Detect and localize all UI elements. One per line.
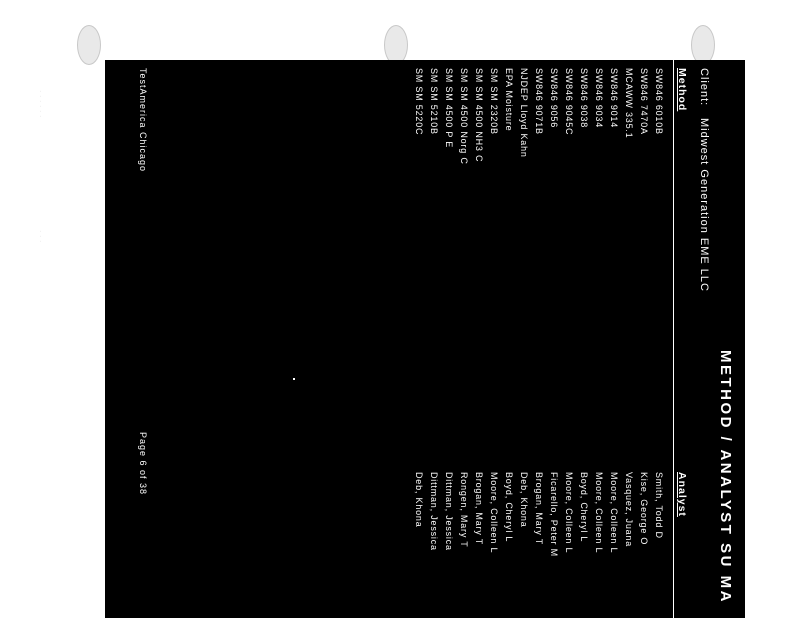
- analyst-header: Analyst: [676, 472, 688, 517]
- table-row-method: SW846 7470A: [639, 68, 649, 135]
- footer-page-number: Page 6 of 38: [138, 432, 148, 496]
- bleed-through-mark: . . .: [38, 230, 48, 243]
- document-title: METHOD / ANALYST SU MA: [717, 350, 734, 604]
- table-row-analyst: Deb, Khona: [414, 472, 424, 528]
- table-row-method: SM SM 4500 NH3 C: [474, 68, 484, 163]
- table-row-analyst: Ficarello, Peter M: [549, 472, 559, 557]
- table-row-method: SW846 9071B: [534, 68, 544, 135]
- client-label: Client:: [698, 68, 710, 107]
- table-row-method: SM SM 5220C: [414, 68, 424, 136]
- table-row-analyst: Brogan, Mary T: [474, 472, 484, 546]
- table-row-analyst: Boyd, Cheryl L: [579, 472, 589, 543]
- table-row-method: SW846 9045C: [564, 68, 574, 136]
- table-row-method: SW846 9056: [549, 68, 559, 129]
- table-row-analyst: Moore, Colleen L: [489, 472, 499, 554]
- punch-hole-right: [691, 25, 715, 65]
- table-row-analyst: Vasquez, Juana: [624, 472, 634, 548]
- table-row-analyst: Smith, Todd D: [654, 472, 664, 539]
- method-header: Method: [676, 68, 688, 112]
- table-row-analyst: Deb, Khona: [519, 472, 529, 528]
- table-row-analyst: Rongen, Mary T: [459, 472, 469, 548]
- table-row-method: SM SM 2320B: [489, 68, 499, 135]
- client-name: Midwest Generation EME LLC: [698, 118, 710, 292]
- table-row-analyst: Brogan, Mary T: [534, 472, 544, 546]
- table-row-method: SW846 9038: [579, 68, 589, 129]
- table-row-method: SW846 6010B: [654, 68, 664, 135]
- table-row-analyst: Moore, Colleen L: [594, 472, 604, 554]
- table-row-method: EPA Moisture: [504, 68, 514, 132]
- table-row-analyst: Moore, Colleen L: [564, 472, 574, 554]
- table-row-analyst: Kise, George O: [639, 472, 649, 546]
- punch-hole-left: [77, 25, 101, 65]
- table-row-analyst: Moore, Colleen L: [609, 472, 619, 554]
- table-row-method: MCAWW 335.1: [624, 68, 634, 139]
- table-row-method: SM SM 4500 Norg C: [459, 68, 469, 165]
- table-row-method: NJDEP Lloyd Kahn: [519, 68, 529, 158]
- table-row-method: SM SM 4500 P E: [444, 68, 454, 149]
- table-row-method: SW846 9014: [609, 68, 619, 129]
- table-row-analyst: Dittman, Jessica: [444, 472, 454, 551]
- footer-lab-name: TestAmerica Chicago: [138, 68, 148, 173]
- rotated-document: [105, 60, 745, 618]
- scanned-page: [105, 60, 745, 618]
- scan-speck: [293, 378, 295, 380]
- table-row-method: SM SM 5210B: [429, 68, 439, 135]
- bleed-through-mark: . . . . . .: [38, 90, 48, 118]
- table-row-analyst: Boyd, Cheryl L: [504, 472, 514, 543]
- column-rule: [673, 60, 674, 618]
- punch-hole-center: [384, 25, 408, 65]
- table-row-method: SW846 9034: [594, 68, 604, 129]
- table-row-analyst: Dittman, Jessica: [429, 472, 439, 551]
